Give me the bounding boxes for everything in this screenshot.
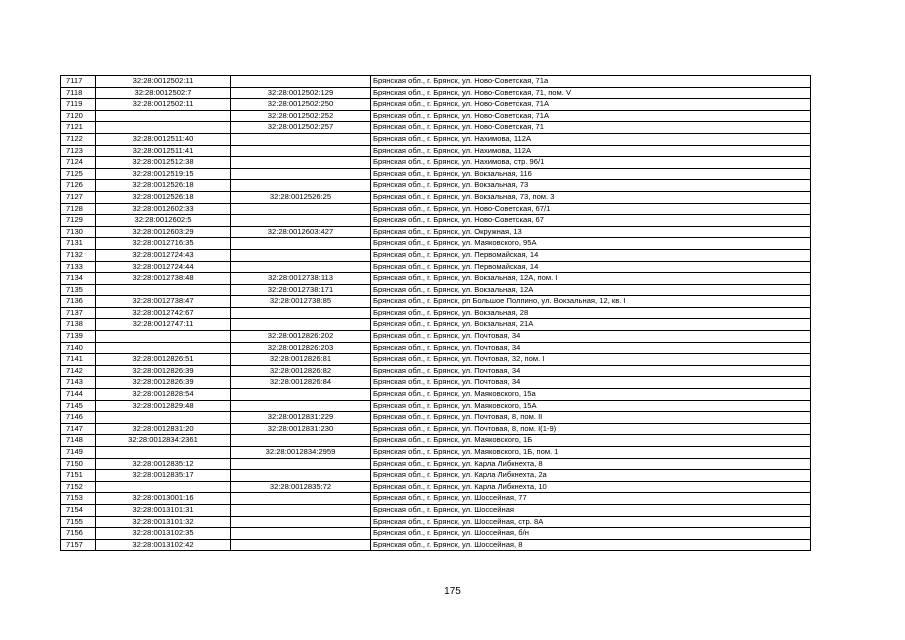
land-cadastral-number-cell: 32:28:0012602:33 <box>96 203 231 215</box>
land-cadastral-number-cell: 32:28:0012834:2361 <box>96 435 231 447</box>
address-cell: Брянская обл., г. Брянск, ул. Почтовая, 8, пом. II <box>371 412 811 424</box>
table-row <box>61 528 811 540</box>
table-body <box>61 76 811 551</box>
land-cadastral-number-cell <box>96 447 231 459</box>
table-row <box>61 157 811 169</box>
address-cell: Брянская обл., г. Брянск, ул. Маяковского, 1Б <box>371 435 811 447</box>
table-row <box>61 145 811 157</box>
land-cadastral-number-cell <box>96 412 231 424</box>
table-row <box>61 342 811 354</box>
land-cadastral-number-cell: 32:28:0012747:11 <box>96 319 231 331</box>
record-number-cell: 7124 <box>61 157 96 169</box>
record-number-cell: 7145 <box>61 400 96 412</box>
address-cell: Брянская обл., г. Брянск, ул. Маяковского, 15а <box>371 389 811 401</box>
record-number-cell: 7126 <box>61 180 96 192</box>
page-number: 175 <box>444 586 461 597</box>
land-cadastral-number-cell: 32:28:0013001:16 <box>96 493 231 505</box>
land-cadastral-number-cell: 32:28:0012738:48 <box>96 273 231 285</box>
address-cell: Брянская обл., г. Брянск, ул. Первомайская, 14 <box>371 261 811 273</box>
property-table <box>60 75 811 551</box>
record-number-cell: 7143 <box>61 377 96 389</box>
building-cadastral-number-cell: 32:28:0012835:72 <box>231 481 371 493</box>
table-row <box>61 191 811 203</box>
land-cadastral-number-cell: 32:28:0013102:42 <box>96 539 231 551</box>
land-cadastral-number-cell: 32:28:0012835:12 <box>96 458 231 470</box>
table-row <box>61 481 811 493</box>
record-number-cell: 7117 <box>61 76 96 88</box>
land-cadastral-number-cell: 32:28:0012826:51 <box>96 354 231 366</box>
building-cadastral-number-cell: 32:28:0012826:84 <box>231 377 371 389</box>
land-cadastral-number-cell: 32:28:0013102:35 <box>96 528 231 540</box>
building-cadastral-number-cell: 32:28:0012738:113 <box>231 273 371 285</box>
address-cell: Брянская обл., г. Брянск, ул. Окружная, 13 <box>371 226 811 238</box>
record-number-cell: 7157 <box>61 539 96 551</box>
building-cadastral-number-cell: 32:28:0012826:203 <box>231 342 371 354</box>
land-cadastral-number-cell: 32:28:0012738:47 <box>96 296 231 308</box>
building-cadastral-number-cell: 32:28:0012526:25 <box>231 191 371 203</box>
record-number-cell: 7156 <box>61 528 96 540</box>
building-cadastral-number-cell <box>231 528 371 540</box>
record-number-cell: 7154 <box>61 504 96 516</box>
address-cell: Брянская обл., г. Брянск, ул. Вокзальная, 12А <box>371 284 811 296</box>
record-number-cell: 7150 <box>61 458 96 470</box>
land-cadastral-number-cell: 32:28:0012502:11 <box>96 99 231 111</box>
record-number-cell: 7132 <box>61 249 96 261</box>
land-cadastral-number-cell: 32:28:0012826:39 <box>96 365 231 377</box>
record-number-cell: 7118 <box>61 87 96 99</box>
building-cadastral-number-cell <box>231 307 371 319</box>
land-cadastral-number-cell: 32:28:0012826:39 <box>96 377 231 389</box>
land-cadastral-number-cell: 32:28:0012724:44 <box>96 261 231 273</box>
land-cadastral-number-cell: 32:28:0012603:29 <box>96 226 231 238</box>
record-number-cell: 7147 <box>61 423 96 435</box>
address-cell: Брянская обл., г. Брянск, ул. Вокзальная, 73 <box>371 180 811 192</box>
table-row <box>61 400 811 412</box>
record-number-cell: 7123 <box>61 145 96 157</box>
building-cadastral-number-cell <box>231 249 371 261</box>
record-number-cell: 7135 <box>61 284 96 296</box>
record-number-cell: 7144 <box>61 389 96 401</box>
table-row <box>61 168 811 180</box>
record-number-cell: 7142 <box>61 365 96 377</box>
building-cadastral-number-cell: 32:28:0012738:85 <box>231 296 371 308</box>
record-number-cell: 7129 <box>61 215 96 227</box>
record-number-cell: 7131 <box>61 238 96 250</box>
table-row <box>61 261 811 273</box>
building-cadastral-number-cell: 32:28:0012831:230 <box>231 423 371 435</box>
address-cell: Брянская обл., г. Брянск, рп Большое Полпино, ул. Вокзальная, 12, кв. I <box>371 296 811 308</box>
address-cell: Брянская обл., г. Брянск, ул. Ново-Советская, 71, пом. V <box>371 87 811 99</box>
address-cell: Брянская обл., г. Брянск, ул. Маяковского, 1Б, пом. 1 <box>371 447 811 459</box>
table-row <box>61 516 811 528</box>
address-cell: Брянская обл., г. Брянск, ул. Почтовая, 34 <box>371 331 811 343</box>
address-cell: Брянская обл., г. Брянск, ул. Шоссейная, б/н <box>371 528 811 540</box>
land-cadastral-number-cell <box>96 331 231 343</box>
land-cadastral-number-cell: 32:28:0012742:67 <box>96 307 231 319</box>
building-cadastral-number-cell <box>231 133 371 145</box>
address-cell: Брянская обл., г. Брянск, ул. Первомайская, 14 <box>371 249 811 261</box>
address-cell: Брянская обл., г. Брянск, ул. Шоссейная <box>371 504 811 516</box>
table-row <box>61 423 811 435</box>
land-cadastral-number-cell: 32:28:0012835:17 <box>96 470 231 482</box>
record-number-cell: 7130 <box>61 226 96 238</box>
address-cell: Брянская обл., г. Брянск, ул. Нахимова, 112А <box>371 133 811 145</box>
land-cadastral-number-cell <box>96 284 231 296</box>
record-number-cell: 7140 <box>61 342 96 354</box>
building-cadastral-number-cell <box>231 145 371 157</box>
building-cadastral-number-cell <box>231 168 371 180</box>
address-cell: Брянская обл., г. Брянск, ул. Вокзальная, 73, пом. 3 <box>371 191 811 203</box>
land-cadastral-number-cell <box>96 481 231 493</box>
record-number-cell: 7125 <box>61 168 96 180</box>
land-cadastral-number-cell <box>96 110 231 122</box>
land-cadastral-number-cell: 32:28:0012724:43 <box>96 249 231 261</box>
table-row <box>61 435 811 447</box>
record-number-cell: 7149 <box>61 447 96 459</box>
address-cell: Брянская обл., г. Брянск, ул. Ново-Советская, 67 <box>371 215 811 227</box>
record-number-cell: 7128 <box>61 203 96 215</box>
table-row <box>61 99 811 111</box>
table-row <box>61 215 811 227</box>
land-cadastral-number-cell: 32:28:0012511:40 <box>96 133 231 145</box>
building-cadastral-number-cell <box>231 180 371 192</box>
address-cell: Брянская обл., г. Брянск, ул. Ново-Советская, 71А <box>371 110 811 122</box>
building-cadastral-number-cell <box>231 435 371 447</box>
table-row <box>61 296 811 308</box>
address-cell: Брянская обл., г. Брянск, ул. Вокзальная, 12А, пом. I <box>371 273 811 285</box>
building-cadastral-number-cell <box>231 493 371 505</box>
land-cadastral-number-cell: 32:28:0012526:18 <box>96 191 231 203</box>
table-row <box>61 226 811 238</box>
table-row <box>61 238 811 250</box>
table-row <box>61 87 811 99</box>
building-cadastral-number-cell: 32:28:0012826:81 <box>231 354 371 366</box>
building-cadastral-number-cell <box>231 261 371 273</box>
table-row <box>61 447 811 459</box>
land-cadastral-number-cell: 32:28:0012526:18 <box>96 180 231 192</box>
table-row <box>61 412 811 424</box>
table-row <box>61 504 811 516</box>
address-cell: Брянская обл., г. Брянск, ул. Вокзальная, 116 <box>371 168 811 180</box>
table-row <box>61 76 811 88</box>
record-number-cell: 7133 <box>61 261 96 273</box>
record-number-cell: 7119 <box>61 99 96 111</box>
address-cell: Брянская обл., г. Брянск, ул. Почтовая, 34 <box>371 342 811 354</box>
table-row <box>61 203 811 215</box>
record-number-cell: 7121 <box>61 122 96 134</box>
building-cadastral-number-cell <box>231 215 371 227</box>
table-row <box>61 458 811 470</box>
record-number-cell: 7146 <box>61 412 96 424</box>
address-cell: Брянская обл., г. Брянск, ул. Вокзальная, 21А <box>371 319 811 331</box>
record-number-cell: 7138 <box>61 319 96 331</box>
building-cadastral-number-cell <box>231 203 371 215</box>
table-row <box>61 539 811 551</box>
table-row <box>61 354 811 366</box>
address-cell: Брянская обл., г. Брянск, ул. Маяковского, 15А <box>371 400 811 412</box>
table-row <box>61 319 811 331</box>
address-cell: Брянская обл., г. Брянск, ул. Шоссейная, стр. 8А <box>371 516 811 528</box>
land-cadastral-number-cell: 32:28:0012512:38 <box>96 157 231 169</box>
record-number-cell: 7137 <box>61 307 96 319</box>
record-number-cell: 7152 <box>61 481 96 493</box>
table-row <box>61 307 811 319</box>
building-cadastral-number-cell <box>231 539 371 551</box>
building-cadastral-number-cell <box>231 319 371 331</box>
record-number-cell: 7120 <box>61 110 96 122</box>
land-cadastral-number-cell: 32:28:0012828:54 <box>96 389 231 401</box>
building-cadastral-number-cell <box>231 238 371 250</box>
table-row <box>61 273 811 285</box>
table-row <box>61 365 811 377</box>
building-cadastral-number-cell <box>231 458 371 470</box>
record-number-cell: 7153 <box>61 493 96 505</box>
land-cadastral-number-cell: 32:28:0012831:20 <box>96 423 231 435</box>
building-cadastral-number-cell <box>231 516 371 528</box>
record-number-cell: 7155 <box>61 516 96 528</box>
building-cadastral-number-cell: 32:28:0012738:171 <box>231 284 371 296</box>
address-cell: Брянская обл., г. Брянск, ул. Почтовая, 8, пом. I(1-9) <box>371 423 811 435</box>
record-number-cell: 7139 <box>61 331 96 343</box>
address-cell: Брянская обл., г. Брянск, ул. Карла Либкнехта, 10 <box>371 481 811 493</box>
building-cadastral-number-cell <box>231 76 371 88</box>
land-cadastral-number-cell: 32:28:0013101:32 <box>96 516 231 528</box>
building-cadastral-number-cell: 32:28:0012502:257 <box>231 122 371 134</box>
table-row <box>61 331 811 343</box>
record-number-cell: 7122 <box>61 133 96 145</box>
table-row <box>61 110 811 122</box>
address-cell: Брянская обл., г. Брянск, ул. Ново-Советская, 71А <box>371 99 811 111</box>
building-cadastral-number-cell: 32:28:0012603:427 <box>231 226 371 238</box>
land-cadastral-number-cell: 32:28:0012502:11 <box>96 76 231 88</box>
building-cadastral-number-cell: 32:28:0012502:252 <box>231 110 371 122</box>
building-cadastral-number-cell <box>231 504 371 516</box>
address-cell: Брянская обл., г. Брянск, ул. Ново-Советская, 71а <box>371 76 811 88</box>
address-cell: Брянская обл., г. Брянск, ул. Шоссейная, 77 <box>371 493 811 505</box>
table-row <box>61 470 811 482</box>
land-cadastral-number-cell <box>96 122 231 134</box>
address-cell: Брянская обл., г. Брянск, ул. Вокзальная, 28 <box>371 307 811 319</box>
address-cell: Брянская обл., г. Брянск, ул. Нахимова, 112А <box>371 145 811 157</box>
address-cell: Брянская обл., г. Брянск, ул. Маяковского, 95А <box>371 238 811 250</box>
table-row <box>61 377 811 389</box>
land-cadastral-number-cell: 32:28:0012602:5 <box>96 215 231 227</box>
address-cell: Брянская обл., г. Брянск, ул. Карла Либкнехта, 8 <box>371 458 811 470</box>
table-row <box>61 122 811 134</box>
building-cadastral-number-cell: 32:28:0012826:202 <box>231 331 371 343</box>
building-cadastral-number-cell: 32:28:0012502:129 <box>231 87 371 99</box>
building-cadastral-number-cell <box>231 389 371 401</box>
table-row <box>61 284 811 296</box>
land-cadastral-number-cell <box>96 342 231 354</box>
address-cell: Брянская обл., г. Брянск, ул. Карла Либкнехта, 2а <box>371 470 811 482</box>
address-cell: Брянская обл., г. Брянск, ул. Шоссейная, 8 <box>371 539 811 551</box>
address-cell: Брянская обл., г. Брянск, ул. Почтовая, 32, пом. I <box>371 354 811 366</box>
building-cadastral-number-cell <box>231 157 371 169</box>
building-cadastral-number-cell: 32:28:0012826:82 <box>231 365 371 377</box>
address-cell: Брянская обл., г. Брянск, ул. Ново-Советская, 67/1 <box>371 203 811 215</box>
address-cell: Брянская обл., г. Брянск, ул. Ново-Советская, 71 <box>371 122 811 134</box>
land-cadastral-number-cell: 32:28:0012716:35 <box>96 238 231 250</box>
land-cadastral-number-cell: 32:28:0012502:7 <box>96 87 231 99</box>
address-cell: Брянская обл., г. Брянск, ул. Почтовая, 34 <box>371 365 811 377</box>
land-cadastral-number-cell: 32:28:0012829:48 <box>96 400 231 412</box>
building-cadastral-number-cell: 32:28:0012502:250 <box>231 99 371 111</box>
table-row <box>61 133 811 145</box>
record-number-cell: 7148 <box>61 435 96 447</box>
table-row <box>61 493 811 505</box>
land-cadastral-number-cell: 32:28:0012519:15 <box>96 168 231 180</box>
address-cell: Брянская обл., г. Брянск, ул. Нахимова, стр. 96/1 <box>371 157 811 169</box>
land-cadastral-number-cell: 32:28:0012511:41 <box>96 145 231 157</box>
record-number-cell: 7141 <box>61 354 96 366</box>
building-cadastral-number-cell <box>231 470 371 482</box>
record-number-cell: 7134 <box>61 273 96 285</box>
table-row <box>61 389 811 401</box>
record-number-cell: 7127 <box>61 191 96 203</box>
record-number-cell: 7151 <box>61 470 96 482</box>
table-row <box>61 180 811 192</box>
building-cadastral-number-cell: 32:28:0012831:229 <box>231 412 371 424</box>
record-number-cell: 7136 <box>61 296 96 308</box>
address-cell: Брянская обл., г. Брянск, ул. Почтовая, 34 <box>371 377 811 389</box>
table-row <box>61 249 811 261</box>
building-cadastral-number-cell <box>231 400 371 412</box>
land-cadastral-number-cell: 32:28:0013101:31 <box>96 504 231 516</box>
building-cadastral-number-cell: 32:28:0012834:2959 <box>231 447 371 459</box>
